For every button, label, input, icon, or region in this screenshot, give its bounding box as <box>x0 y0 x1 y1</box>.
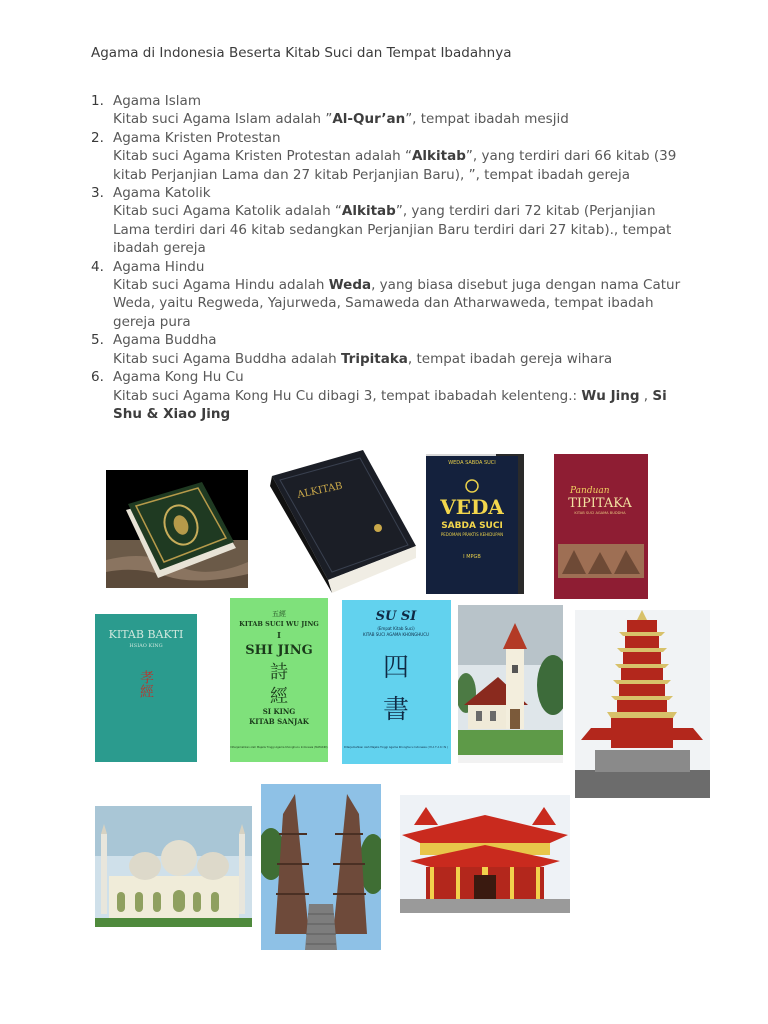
svg-text:KITAB SANJAK: KITAB SANJAK <box>249 717 309 726</box>
pura-gate-photo <box>261 784 381 950</box>
item-description: Kitab suci Agama Kristen Protestan adalah “Alkitab”, yang terdiri dari 66 kitab (39 kitab Perjanjian Lama dan 27 kitab Perjanjian Baru), ”, tempat ibadah gereja <box>113 148 677 183</box>
item-heading: Agama Kristen Protestan <box>113 129 281 146</box>
svg-text:Diterjemahkan oleh Majelis Tin: Diterjemahkan oleh Majelis Tinggi Agama Khonghucu Indonesia (MATAKIN) <box>230 746 328 749</box>
svg-text:Diterjemahkan oleh Majelis Tin: Diterjemahkan oleh Majelis Tinggi Agama Khonghucu Indonesia ( M A T A K I N ) <box>344 746 448 749</box>
kelenteng-photo <box>400 795 570 913</box>
item-number: 4. <box>91 258 104 275</box>
svg-text:SABDA SUCI: SABDA SUCI <box>441 521 503 531</box>
svg-text:KITAB SUCI AGAMA KHONGHUCU: KITAB SUCI AGAMA KHONGHUCU <box>363 632 429 637</box>
svg-text:經: 經 <box>270 686 288 707</box>
alkitab-book-image <box>268 450 418 593</box>
su-si-title: SU SI <box>375 609 417 624</box>
svg-text:I MPGB: I MPGB <box>463 554 481 560</box>
item-heading: Agama Kong Hu Cu <box>113 369 244 386</box>
tipitaka-title: TIPITAKA <box>568 496 632 511</box>
pagoda-photo <box>575 610 710 798</box>
svg-text:孝經: 孝經 <box>138 670 154 698</box>
item-number: 2. <box>91 129 104 146</box>
svg-text:書: 書 <box>382 695 410 725</box>
item-number: 6. <box>91 369 104 386</box>
svg-text:PEDOMAN PRAKTIS KEHIDUPAN: PEDOMAN PRAKTIS KEHIDUPAN <box>440 532 504 537</box>
veda-book-image <box>426 454 524 594</box>
religion-list <box>91 92 691 423</box>
list-item <box>91 92 691 129</box>
list-item <box>91 129 691 184</box>
list-item <box>91 368 691 423</box>
kitab-bakti-book-image <box>95 614 197 762</box>
item-description: Kitab suci Agama Islam adalah ”Al-Qur’an”, tempat ibadah mesjid <box>113 111 569 128</box>
svg-text:詩: 詩 <box>270 662 288 683</box>
wu-jing-book-image <box>230 598 328 762</box>
svg-text:(Empat Kitab Suci): (Empat Kitab Suci) <box>377 626 415 631</box>
item-number: 5. <box>91 332 104 349</box>
alkitab-cover-text: ALKITAB <box>296 480 344 501</box>
mosque-photo <box>95 806 252 927</box>
church-photo <box>458 605 563 763</box>
item-heading: Agama Katolik <box>113 185 211 202</box>
list-item <box>91 331 691 368</box>
page-title: Agama di Indonesia Beserta Kitab Suci dan Tempat Ibadahnya <box>91 45 512 61</box>
svg-text:HSIAO KING: HSIAO KING <box>129 643 163 649</box>
item-heading: Agama Buddha <box>113 332 217 349</box>
item-description: Kitab suci Agama Hindu adalah Weda, yang biasa disebut juga dengan nama Catur Weda, yaitu Regweda, Yajurweda, Samaweda dan Atharwaweda, tempat ibadah gereja pura <box>113 277 681 330</box>
svg-text:I: I <box>277 630 281 640</box>
veda-title: VEDA <box>440 495 504 519</box>
item-heading: Agama Islam <box>113 93 201 109</box>
item-description: Kitab suci Agama Buddha adalah Tripitaka, tempat ibadah gereja wihara <box>113 350 613 367</box>
item-number: 3. <box>91 185 104 202</box>
svg-text:四: 四 <box>382 653 410 683</box>
shi-jing-title: SHI JING <box>245 643 313 658</box>
item-description: Kitab suci Agama Kong Hu Cu dibagi 3, tempat ibabadah kelenteng.: Wu Jing , Si Shu & Xiao Jing <box>113 387 667 422</box>
kitab-bakti-title: KITAB BAKTI <box>108 628 184 641</box>
svg-text:KITAB SUCI WU JING: KITAB SUCI WU JING <box>239 620 319 628</box>
svg-text:WEDA SABDA SUCI: WEDA SABDA SUCI <box>448 460 496 466</box>
su-si-book-image <box>342 600 451 764</box>
svg-text:KITAB SUCI AGAMA BUDDHA: KITAB SUCI AGAMA BUDDHA <box>574 511 626 515</box>
item-number: 1. <box>91 93 104 109</box>
svg-text:SI KING: SI KING <box>262 707 296 716</box>
svg-text:Panduan: Panduan <box>570 486 610 496</box>
tipitaka-book-image <box>554 454 648 599</box>
list-item <box>91 184 691 258</box>
item-description: Kitab suci Agama Katolik adalah “Alkitab”, yang terdiri dari 72 kitab (Perjanjian Lama terdiri dari 46 kitab sedangkan Perjanjian Baru terdiri dari 27 kitab)., tempat ibadah gereja <box>113 203 672 257</box>
quran-book-image <box>106 470 248 588</box>
item-heading: Agama Hindu <box>113 258 205 275</box>
list-item <box>91 258 691 332</box>
svg-text:五經: 五經 <box>272 610 286 618</box>
